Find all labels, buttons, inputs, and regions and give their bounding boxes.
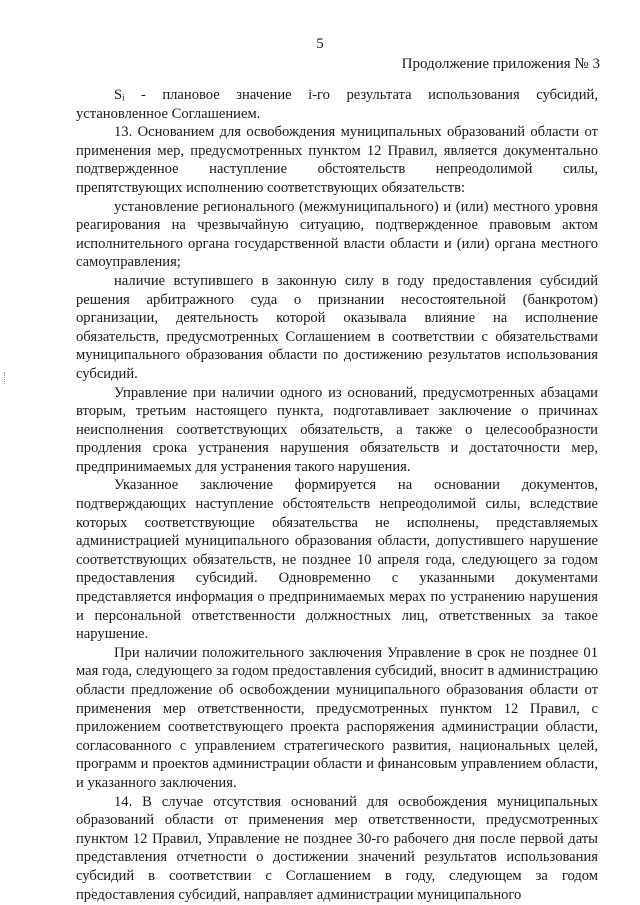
paragraph-conclusion-formation: Указанное заключение формируется на основании документов, подтверждающих наступление обстоятельств непреодолимой силы, вследствие которых соответствующие обязательства не исполнены, представляемых администрацией муниципального образования области, допустившего нарушение соответствующих обязательств, не позднее 10 апреля года, следующего за годом предоставления субсидий. Одновременно с указанными документами представляется информация о предпринимаемых мерах по устранению нарушения и персональной ответственности должностных лиц, ответственных за такое нарушение. (76, 477, 598, 643)
document-body (76, 86, 598, 904)
appendix-continuation-header: Продолжение приложения № 3 (401, 56, 600, 72)
paragraph-13-intro: 13. Основанием для освобождения муниципальных образований области от применения мер, предусмотренных пунктом 12 Правил, является документально подтвержденное наступление обстоятельств непреодолимой силы, препятствующих исполнению соответствующих обязательств: (76, 124, 598, 196)
paragraph-14: 14. В случае отсутствия оснований для освобождения муниципальных образований области от применения мер ответственности, предусмотренных пунктом 12 Правил, Управление не позднее 30-го рабочего дня после первой даты представления отчетности о достижении значений результатов использования субсидий в соответствии с Соглашением в году, следующем за годом предоставления субсидий, направляет администрации муниципального (76, 793, 598, 903)
scan-footer-mark (92, 888, 95, 894)
paragraph-management-conclusion: Управление при наличии одного из оснований, предусмотренных абзацами вторым, третьим настоящего пункта, подготавливает заключение о причинах неисполнения соответствующих обязательств, а также о целесообразности продления срока устранения нарушения обязательств и достаточности мер, предпринимаемых для устранения такого нарушения. (76, 384, 598, 475)
page-number: 5 (316, 36, 324, 52)
scan-margin-mark (4, 372, 7, 384)
paragraph-emergency-response: установление регионального (межмуниципального) и (или) местного уровня реагирования на чрезвычайную ситуацию, подтвержденное правовым актом исполнительного органа государственной власти области и (или) органа местного самоуправления; (76, 198, 598, 271)
paragraph-arbitration-decision: наличие вступившего в законную силу в году предоставления субсидий решения арбитражного суда о признании несостоятельной (банкротом) организации, деятельность которой оказывала влияние на исполнение обязательств, предусмотренных Соглашением в соответствии с обязательствами муниципального образования области по достижению результатов использования субсидий. (76, 272, 598, 382)
paragraph-si-definition: Sᵢ - плановое значение i-го результата использования субсидий, установленное Соглашением. (76, 87, 598, 122)
paragraph-positive-conclusion: При наличии положительного заключения Управление в срок не позднее 01 мая года, следующего за годом предоставления субсидий, вносит в администрацию области предложение об освобождении муниципального образования области от применения мер ответственности, предусмотренных пунктом 12 Правил, с приложением соответствующего проекта распоряжения администрации области, согласованного с управлением стратегического развития, национальных целей, программ и проектов администрации области и финансовым управлением области, и указанного заключения. (76, 644, 598, 791)
